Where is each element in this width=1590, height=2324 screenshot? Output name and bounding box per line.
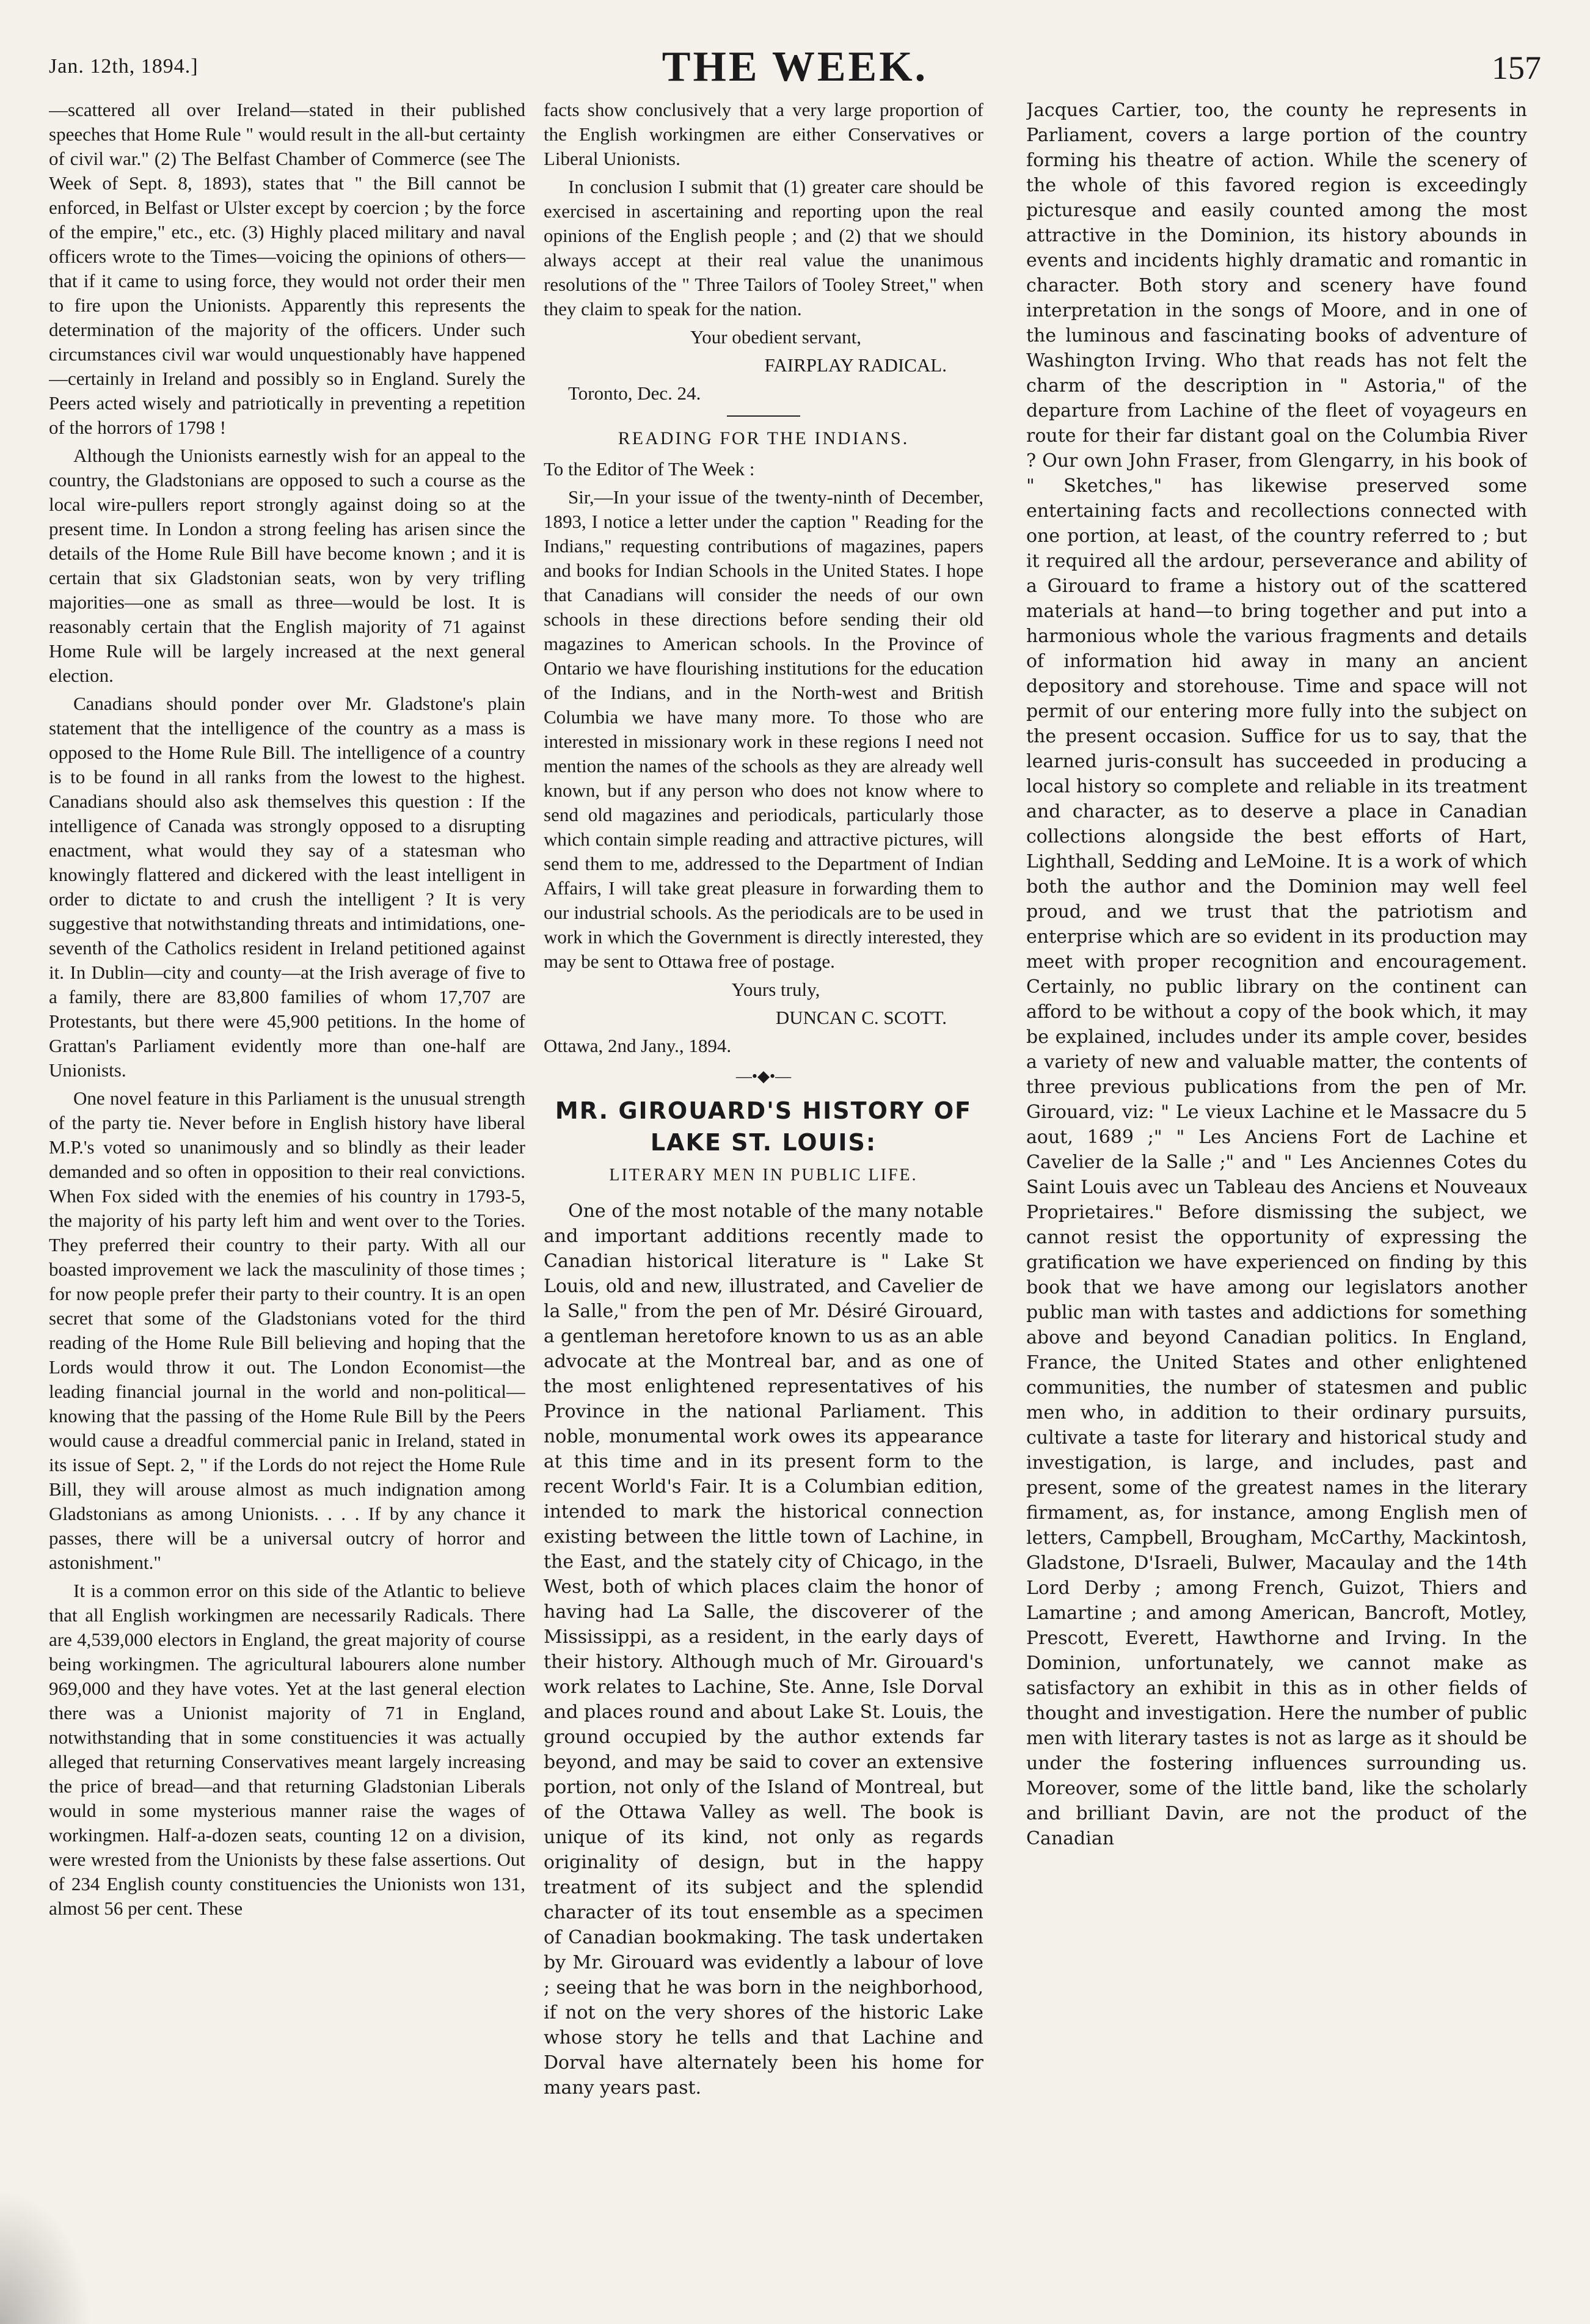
letter-place: Ottawa, 2nd Jany., 1894.: [544, 1035, 732, 1056]
page-header: [49, 37, 1541, 104]
issue-date: Jan. 12th, 1894.]: [49, 55, 199, 78]
letter-closing: Yours truly,: [731, 979, 820, 1000]
letter-signature: FAIRPLAY RADICAL.: [764, 354, 947, 376]
paragraph: One novel feature in this Parliament is the unusual strength of the party tie. Never before in English history have liberal M.P.'s voted so unanimously and so blindly as their leader demanded and so often in opposition to their real convictions. When Fox sided with the enemies of his country in 1793-5, the majority of his party left him and went over to the Tories. They preferred their country to their party. With all our boasted improvement we lack the masculinity of those times ; for now people prefer their party to their country. It is an open secret that some of the Gladstonians voted for the third reading of the Home Rule Bill believing and hoping that the Lords would throw it out. The London Economist—the leading financial journal in the world and non-political—knowing that the passing of the Home Rule Bill by the Peers would cause a dreadful commercial panic in Ireland, stated in its issue of Sept. 2, " if the Lords do not reject the Home Rule Bill, they will arouse almost as much indignation among Gladstonians as among Unionists. . . . If by any chance it passes, there will be a universal outcry of horror and astonishment.": [49, 1087, 525, 1573]
letter-salutation: To the Editor of The Week :: [544, 458, 755, 480]
divider: [727, 415, 800, 417]
article-title: MR. GIROUARD'S HISTORY OF LAKE ST. LOUIS:: [555, 1097, 972, 1156]
column-right: [1026, 98, 1527, 2232]
page-number: 157: [1492, 49, 1541, 86]
page-stain: [0, 2190, 92, 2324]
paragraph: Canadians should ponder over Mr. Gladstone's plain statement that the intelligence of the country as a mass is opposed to the Home Rule Bill. The intelligence of a country is to be found in all ranks from the lowest to the highest. Canadians should also ask themselves this question : If the intelligence of Canada was strongly opposed to a disrupting enactment, what would they say of a statesman who knowingly flattered and dickered with the least intelligent in order to dictate to and crush the intelligent ? It is very suggestive that notwithstanding threats and intimidations, one-seventh of the Catholics resident in Ireland petitioned against it. In Dublin—city and county—at the Irish average of five to a family, there are 83,800 families of whom 17,707 are Protestants, but there were 45,900 petitions. In the home of Grattan's Parliament evidently more than one-half are Unionists.: [49, 693, 525, 1081]
letter-place: Toronto, Dec. 24.: [568, 382, 701, 404]
letter-heading: READING FOR THE INDIANS.: [618, 428, 910, 448]
paragraph: Jacques Cartier, too, the county he represents in Parliament, covers a large portion of the country forming his theatre of action. While the scenery of the whole of this favored region is exceedingly picturesque and easily counted among the most attractive in the Dominion, its history abounds in events and incidents highly dramatic and romantic in character. Both story and scenery have found interpretation in the songs of Moore, and in one of the luminous and fascinating books of adventure of Washington Irving. Who that reads has not felt the charm of the description in " Astoria," of the departure from Lachine of the fleet of voyageurs en route for their far distant goal on the Columbia River ? Our own John Fraser, from Glengarry, in his book of " Sketches," has likewise preserved some entertaining facts and recollections connected with one portion, at least, of the country referred to ; but it required all the ardour, perseverance and ability of a Girouard to frame a history out of the scattered materials at hand—to bring together and put into a harmonious whole the various fragments and details of information hid away in many an ancient depository and storehouse. Time and space will not permit of our entering more fully into the subject on the present occasion. Suffice for us to say, that the learned juris-consult has succeeded in producing a local history so complete and reliable in its treatment and character, as to deserve a place in Canadian collections alongside the best efforts of Hart, Lighthall, Sedding and LeMoine. It is a work of which both the author and the Dominion may well feel proud, and we trust that the patriotism and enterprise which are so evident in its production may meet with proper recognition and encouragement. Certainly, no public library on the continent can afford to be without a copy of the book which, it may be explained, includes under its ample cover, besides a variety of new and valuable matter, the contents of three previous publications from the pen of Mr. Girouard, viz: " Le vieux Lachine et le Massacre du 5 aout, 1689 ;" " Les Anciens Fort de Lachine et Cavelier de la Salle ;" and " Les Anciennes Cotes du Saint Louis avec un Tableau des Anciens et Nouveaux Proprietaires." Before dismissing the subject, we cannot resist the opportunity of expressing the gratification we have experienced on finding by this book that we have among our legislators another public man with tastes and addictions for something above and beyond Canadian politics. In England, France, the United States and other enlightened communities, the number of statesmen and public men who, in addition to their ordinary pursuits, cultivate a taste for literary and historical study and investigation, is large, and includes, past and present, some of the greatest names in the literary firmament, as, for instance, among English men of letters, Campbell, Brougham, McCarthy, Mackintosh, Gladstone, D'Israeli, Bulwer, Macaulay and the 14th Lord Derby ; among French, Guizot, Thiers and Lamartine ; and among American, Bancroft, Motley, Prescott, Everett, Hawthorne and Irving. In the Dominion, unfortunately, we cannot make as satisfactory an exhibit in this as in other fields of thought and investigation. Here the number of public men with literary tastes is not as large as it should be under the fostering influences surrounding us. Moreover, some of the little band, like the scholarly and brilliant Davin, are not the product of the Canadian: [1026, 100, 1527, 1849]
paragraph: facts show conclusively that a very large proportion of the English workingmen are either Conservatives or Liberal Unionists.: [544, 99, 983, 169]
letter-signature: DUNCAN C. SCOTT.: [775, 1007, 947, 1028]
masthead-title: THE WEEK.: [662, 43, 928, 90]
paragraph: It is a common error on this side of the Atlantic to believe that all English workingmen are necessarily Radicals. There are 4,539,000 electors in England, the great majority of course being workingmen. The agricultural labourers alone number 969,000 and they have votes. Yet at the last general election there was a Unionist majority of 71 in England, notwithstanding that in some constituencies it was actually alleged that returning Conservatives meant largely increasing the price of bread—and that returning Gladstonian Liberals would in some mysterious manner raise the wages of workingmen. Half-a-dozen seats, counting 12 on a division, were wrested from the Unionists by these false assertions. Out of 234 English county constituencies the Unionists won 131, almost 56 per cent. These: [49, 1580, 525, 1919]
ornament-divider: —•◆•—: [735, 1067, 792, 1085]
paragraph: —scattered all over Ireland—stated in their published speeches that Home Rule " would result in the all-but certainty of civil war." (2) The Belfast Chamber of Commerce (see The Week of Sept. 8, 1893), states that " the Bill cannot be enforced, in Belfast or Ulster except by coercion ; by the force of the empire," etc., etc. (3) Highly placed military and naval officers wrote to the Times—voicing the opinions of others—that if it came to using force, they would not order their men to fire upon the Unionists. Apparently this represents the determination of the majority of the officers. Under such circumstances civil war would unquestionably have happened—certainly in Ireland and possibly so in England. Surely the Peers acted wisely and patriotically in preventing a repetition of the horrors of 1798 !: [49, 99, 525, 438]
paragraph: One of the most notable of the many notable and important additions recently made to Canadian historical literature is " Lake St Louis, old and new, illustrated, and Cavelier de la Salle," from the pen of Mr. Désiré Girouard, a gentleman heretofore known to us as an able advocate at the Montreal bar, and as one of the most enlightened representatives of his Province in the national Parliament. This noble, monumental work owes its appearance at this time and in its present form to the recent World's Fair. It is a Columbian edition, intended to mark the historical connection existing between the little town of Lachine, in the East, and the stately city of Chicago, in the West, both of which places claim the honor of having had La Salle, the discoverer of the Mississippi, as a resident, in the early days of their history. Although much of Mr. Girouard's work relates to Lachine, Ste. Anne, Isle Dorval and places round and about Lake St. Louis, the ground occupied by the author extends far beyond, and may be said to cover an extensive portion, not only of the Island of Montreal, but of the Ottawa Valley as well. The book is unique of its kind, not only as regards originality of design, but in the happy treatment of its subject and the splendid character of its tout ensemble as a specimen of Canadian bookmaking. The task undertaken by Mr. Girouard was evidently a labour of love ; seeing that he was born in the neighborhood, if not on the very shores of the historic Lake whose story he tells and that Lachine and Dorval have alternately been his home for many years past.: [544, 1200, 983, 2099]
paragraph: Although the Unionists earnestly wish for an appeal to the country, the Gladstonians are opposed to such a course as the local wire-pullers report strongly against doing so at the present time. In London a strong feeling has arisen since the details of the Home Rule Bill have become known ; and it is certain that six Gladstonian seats, won by very trifling majorities—one as small as three—would be lost. It is reasonably certain that the English majority of 71 against Home Rule will be largely increased at the next general election.: [49, 445, 525, 686]
column-left: [49, 98, 525, 2232]
article-subtitle: LITERARY MEN IN PUBLIC LIFE.: [609, 1166, 918, 1185]
paragraph: Sir,—In your issue of the twenty-ninth of December, 1893, I notice a letter under the caption " Reading for the Indians," requesting contributions of magazines, papers and books for Indian Schools in the United States. I hope that Canadians will consider the needs of our own schools in these directions before sending their old magazines to American schools. In the Province of Ontario we have flourishing institutions for the education of the Indians, and in the North-west and British Columbia we have many more. To those who are interested in missionary work in these regions I need not mention the names of the schools as they are already well known, but if any person who does not know where to send old magazines and periodicals, particularly those which contain simple reading and attractive pictures, will send them to me, addressed to the Department of Indian Affairs, I will take great pleasure in forwarding them to our industrial schools. As the periodicals are to be used in work in which the Government is directly interested, they may be sent to Ottawa free of postage.: [544, 486, 983, 972]
column-middle: [544, 98, 983, 2232]
letter-closing: Your obedient servant,: [690, 326, 862, 348]
paragraph: In conclusion I submit that (1) greater care should be exercised in ascertaining and reporting upon the real opinions of the English people ; and (2) that we should always accept at their real value the unanimous resolutions of the " Three Tailors of Tooley Street," when they claim to speak for the nation.: [544, 176, 983, 320]
